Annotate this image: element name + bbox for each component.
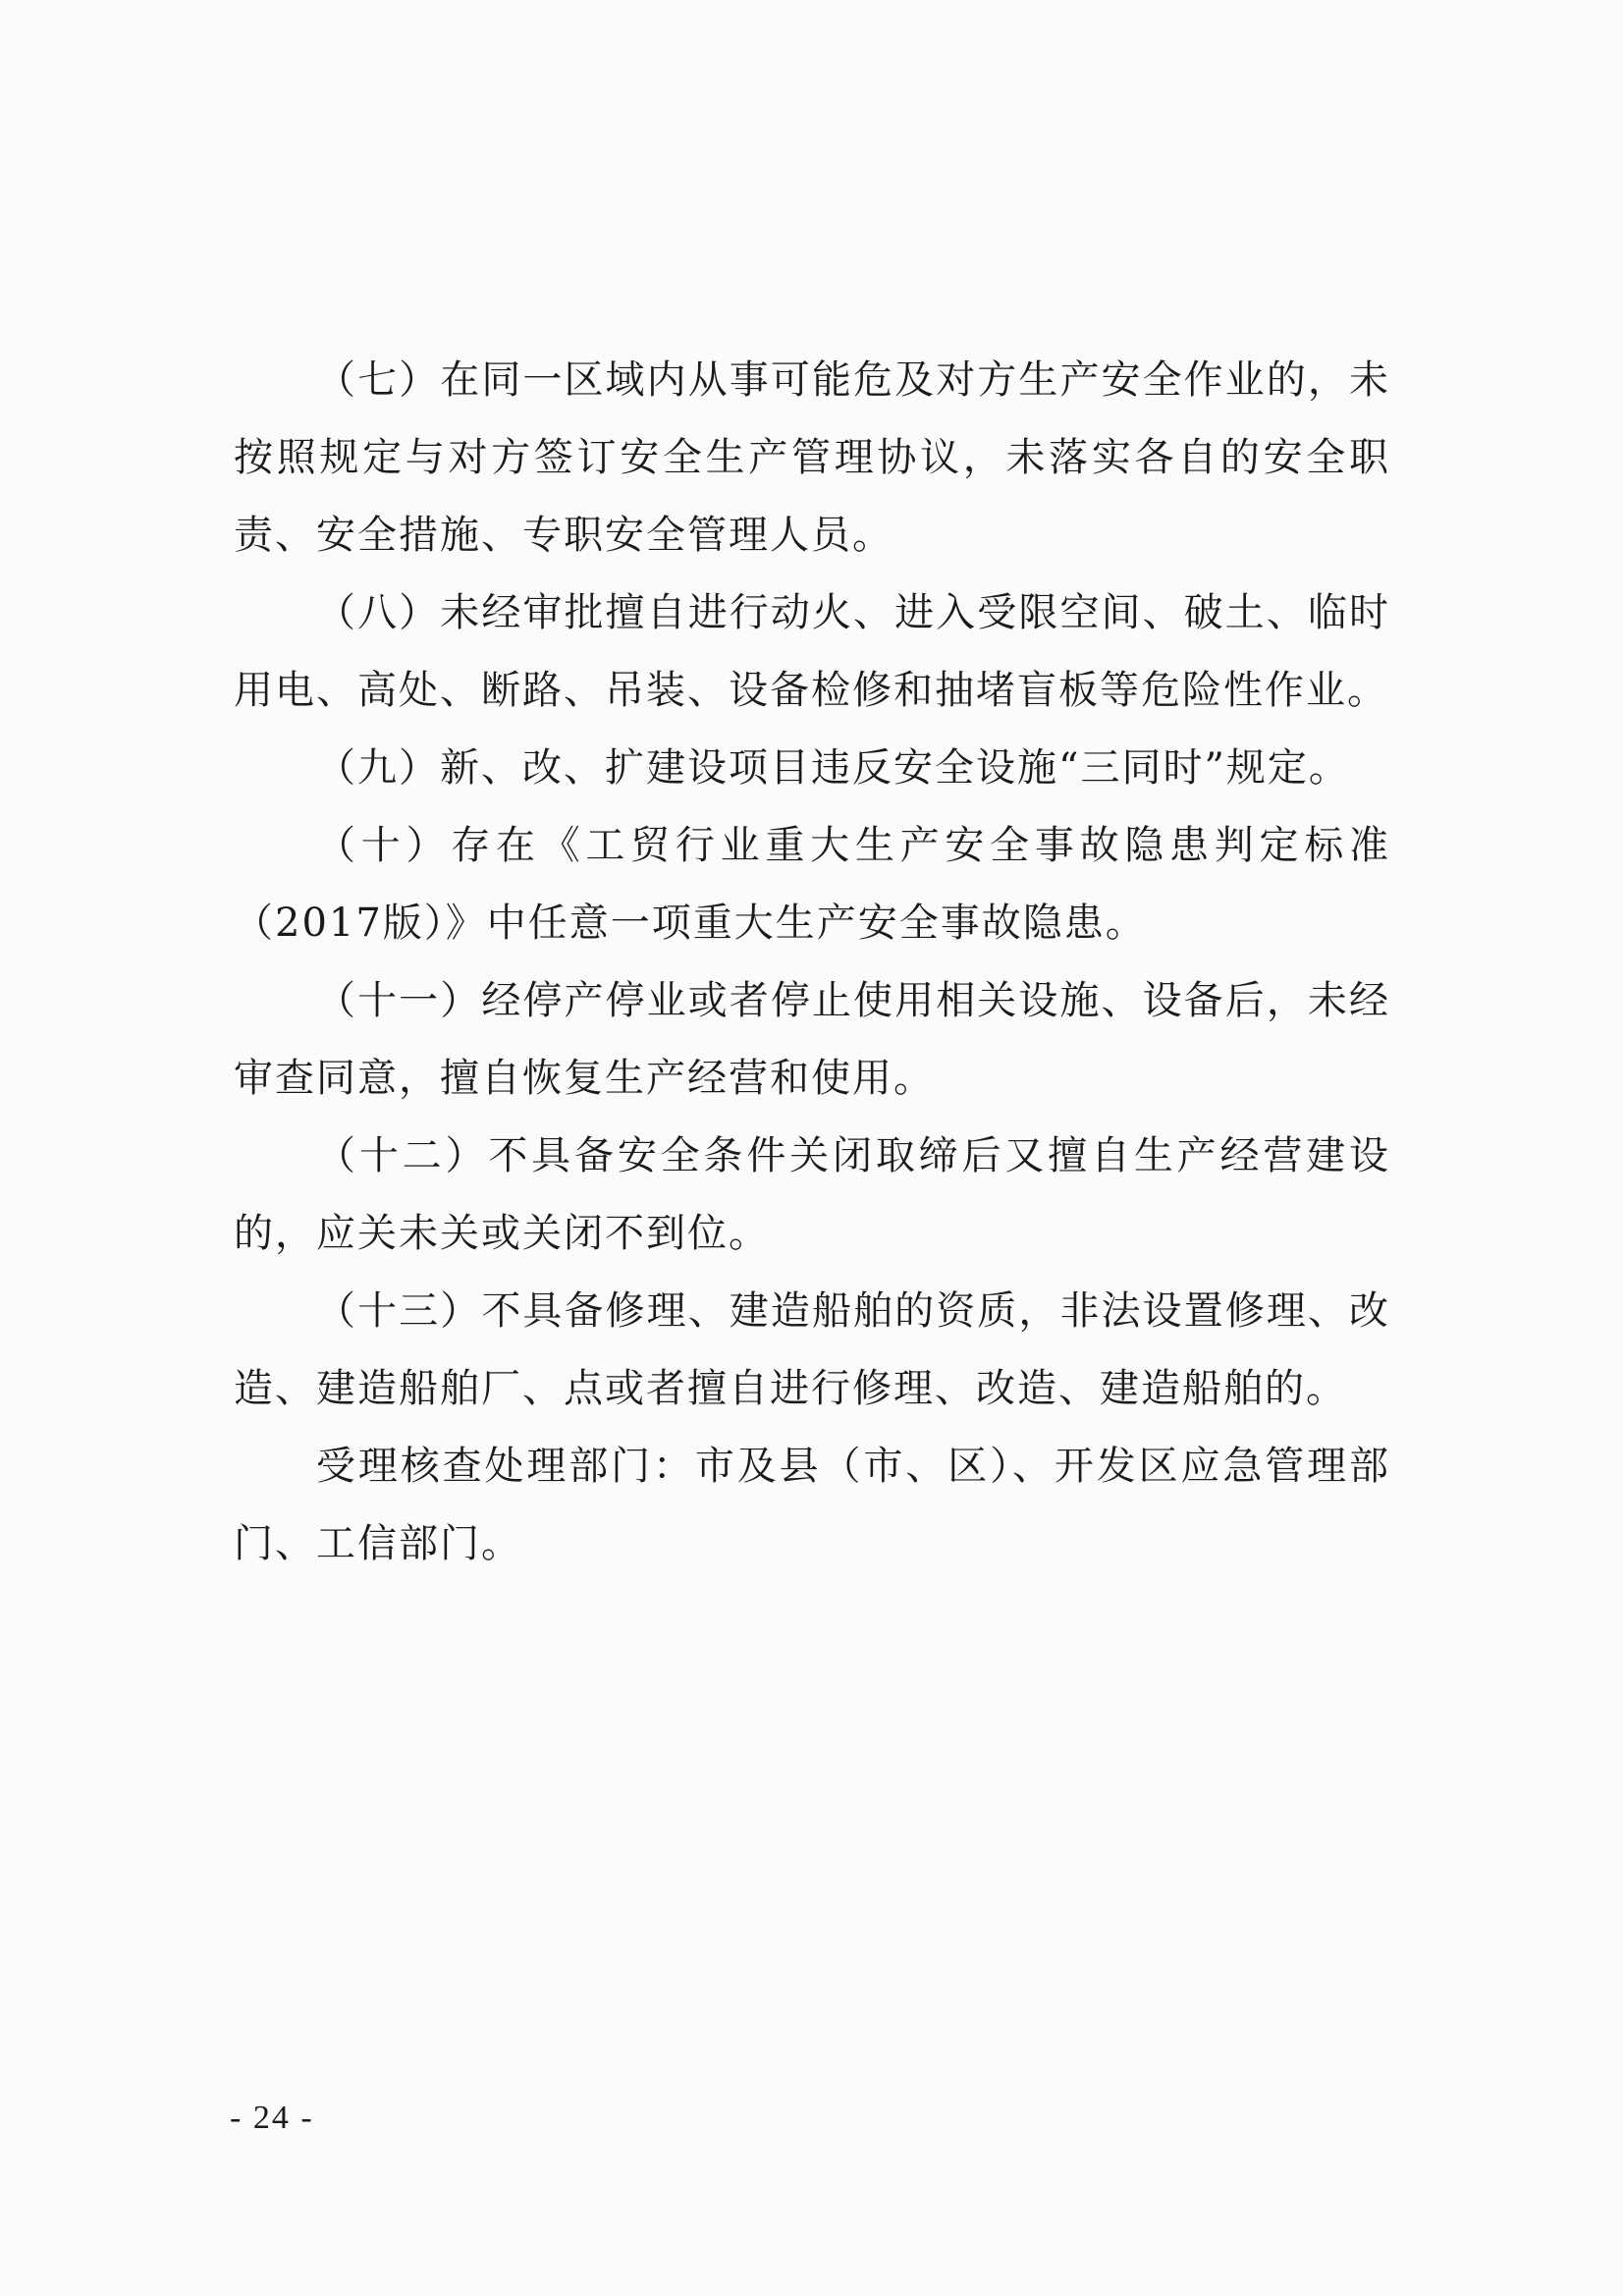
paragraph-item-11: （十一）经停产停业或者停止使用相关设施、设备后，未经审查同意，擅自恢复生产经营和使用。 (234, 978, 1390, 1101)
paragraph-item-12: （十二）不具备安全条件关闭取缔后又擅自生产经营建设的，应关未关或关闭不到位。 (234, 1133, 1390, 1256)
paragraph-item-8: （八）未经审批擅自进行动火、进入受限空间、破土、临时用电、高处、断路、吊装、设备检修和抽堵盲板等危险性作业。 (234, 590, 1390, 713)
handling-department: 受理核查处理部门：市及县（市、区）、开发区应急管理部门、工信部门。 (234, 1444, 1390, 1566)
paragraph-item-9: （九）新、改、扩建设项目违反安全设施“三同时”规定。 (316, 745, 1350, 791)
document-body (234, 342, 1390, 1583)
paragraph-item-7: （七）在同一区域内从事可能危及对方生产安全作业的，未按照规定与对方签订安全生产管理协议，未落实各自的安全职责、安全措施、专职安全管理人员。 (234, 357, 1390, 558)
paragraph-item-13: （十三）不具备修理、建造船舶的资质，非法设置修理、改造、建造船舶厂、点或者擅自进行修理、改造、建造船舶的。 (234, 1288, 1390, 1411)
page-number: - 24 - (230, 2100, 314, 2136)
paragraph-item-10: （十）存在《工贸行业重大生产安全事故隐患判定标准（2017版）》中任意一项重大生产安全事故隐患。 (234, 823, 1390, 946)
